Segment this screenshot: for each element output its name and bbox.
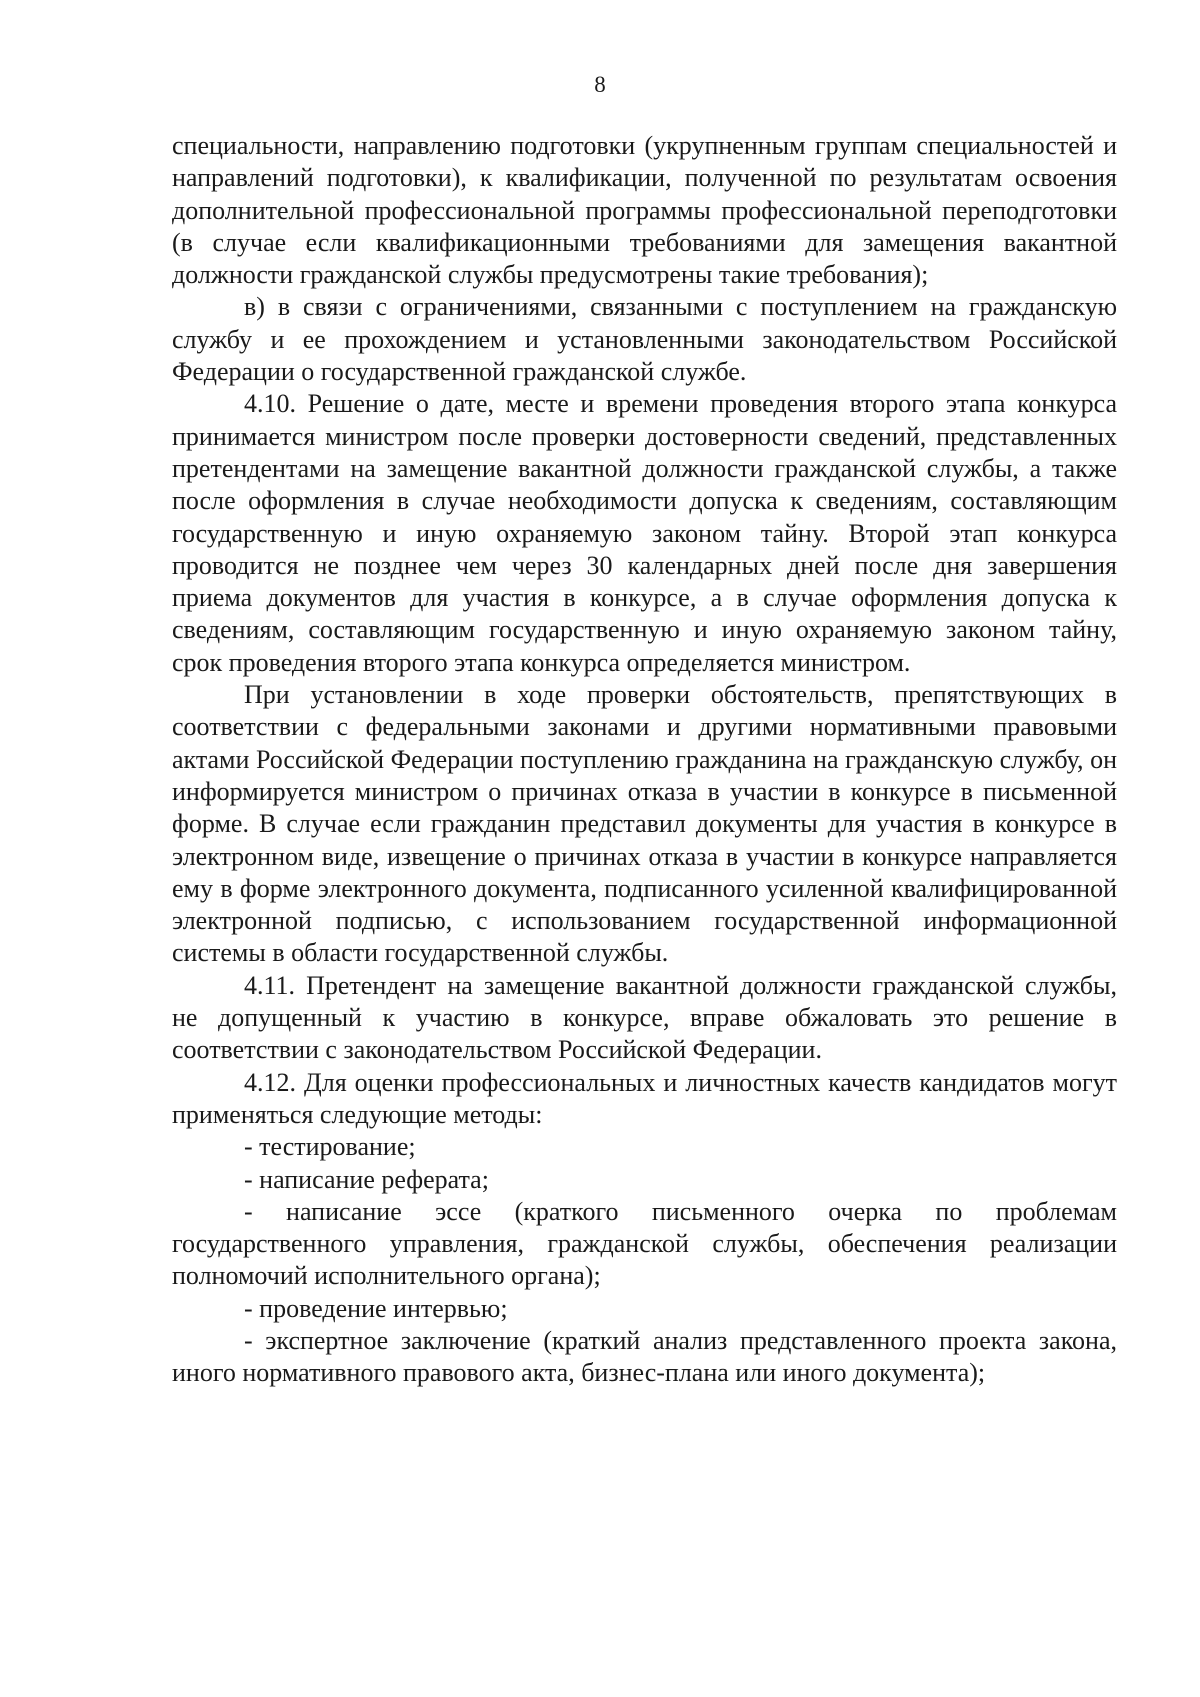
paragraph-4-12: 4.12. Для оценки профессиональных и личностных качеств кандидатов могут применяться следующие методы: [172, 1067, 1117, 1129]
paragraph-refusal-notice: При установлении в ходе проверки обстоятельств, препятствующих в соответствии с федеральными законами и другими нормативными правовыми актами Российской Федерации поступлению гражданина на гражданскую службу, он информируется министром о причинах отказа в участии в конкурсе в письменной форме. В случае если гражданин представил документы для участия в конкурсе в электронном виде, извещение о причинах отказа в участии в конкурсе направляется ему в форме электронного документа, подписанного усиленной квалифицированной электронной подписью, с использованием государственной информационной системы в области государственной службы. [172, 680, 1117, 968]
paragraph-specialties-continuation: специальности, направлению подготовки (укрупненным группам специальностей и направлений подготовки), к квалификации, полученной по результатам освоения дополнительной профессиональной программы профессиональной переподготовки (в случае если квалификационными требованиями для замещения вакантной должности гражданской службы предусмотрены такие требования); [172, 131, 1117, 290]
paragraph-item-v-restrictions: в) в связи с ограничениями, связанными с поступлением на гражданскую службу и ее прохождением и установленными законодательством Российской Федерации о государственной гражданской службе. [172, 292, 1117, 387]
document-body [172, 130, 1117, 1390]
list-item-interview: - проведение интервью; [244, 1293, 508, 1323]
list-item-essay: - написание эссе (краткого письменного очерка по проблемам государственного управления, гражданской службы, обеспечения реализации полномочий исполнительного органа); [172, 1196, 1117, 1291]
list-item-testing: - тестирование; [244, 1132, 416, 1162]
paragraph-4-11: 4.11. Претендент на замещение вакантной должности гражданской службы, не допущенный к участию в конкурсе, вправе обжаловать это решение в соответствии с законодательством Российской Федерации. [172, 970, 1117, 1065]
list-item-abstract: - написание реферата; [244, 1164, 489, 1194]
paragraph-4-10: 4.10. Решение о дате, месте и времени проведения второго этапа конкурса принимается министром после проверки достоверности сведений, представленных претендентами на замещение вакантной должности гражданской службы, а также после оформления в случае необходимости допуска к сведениям, составляющим государственную и иную охраняемую законом тайну. Второй этап конкурса проводится не позднее чем через 30 календарных дней после дня завершения приема документов для участия в конкурсе, а в случае оформления допуска к сведениям, составляющим государственную и иную охраняемую законом тайну, срок проведения второго этапа конкурса определяется министром. [172, 389, 1117, 677]
list-item-expert-opinion: - экспертное заключение (краткий анализ представленного проекта закона, иного нормативного правового акта, бизнес-плана или иного документа); [172, 1325, 1117, 1388]
page-number: 8 [594, 72, 606, 97]
